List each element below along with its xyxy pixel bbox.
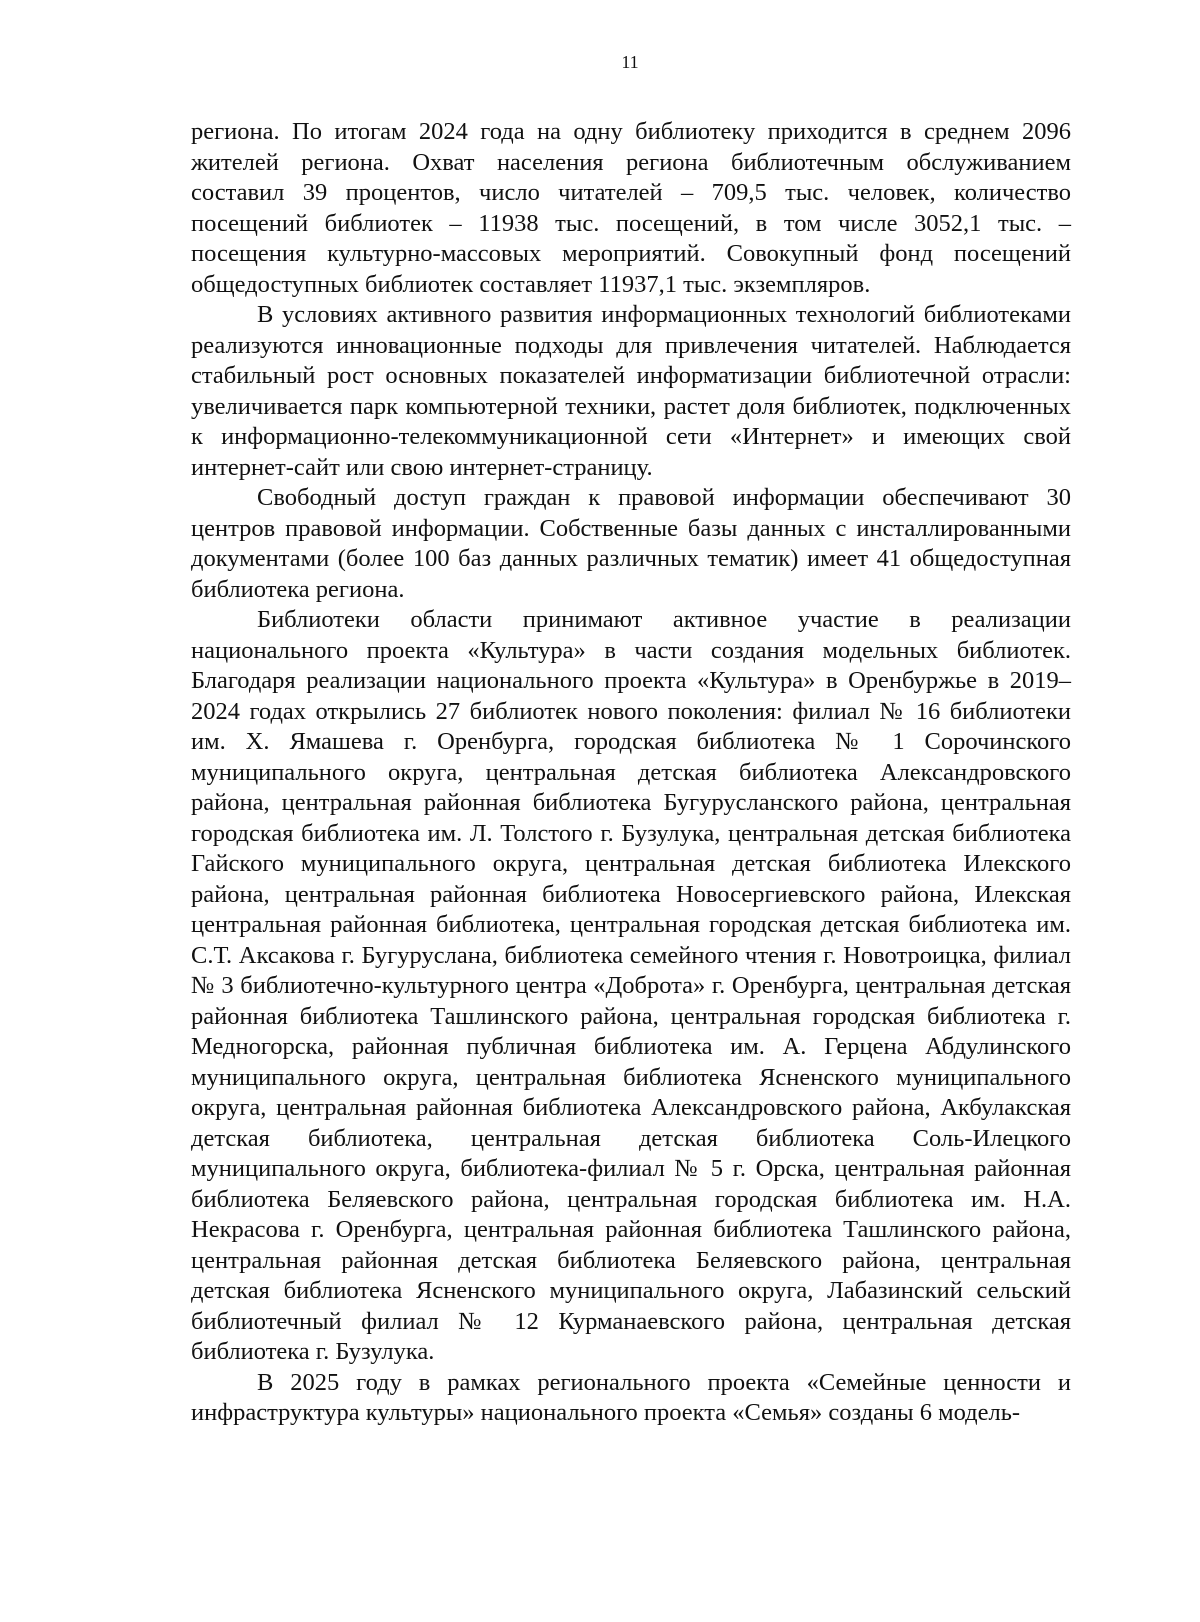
- paragraph-family-project-2025: В 2025 году в рамках регионального проекта «Семейные ценности и инфраструктура культуры» национального проекта «Семья» созданы 6 модель-: [191, 1368, 1071, 1426]
- paragraph-model-libraries: Библиотеки области принимают активное участие в реализации национального проекта «Культура» в части создания модельных библиотек. Благодаря реализации национального проекта «Культура» в Оренбуржье в 2019–2024 годах открылись 27 библиотек нового поколения: филиал № 16 библиотеки им. Х. Ямашева г. Оренбурга, городская библиотека № 1 Сорочинского муниципального округа, центральная детская библиотека Александровского района, центральная районная библиотека Бугурусланского района, центральная городская библиотека им. Л. Толстого г. Бузулука, центральная детская библиотека Гайского муниципального округа, центральная детская библиотека Илекского района, центральная районная библиотека Новосергиевского района, Илекская центральная районная библиотека, центральная городская детская библиотека им. С.Т. Аксакова г. Бугуруслана, библиотека семейного чтения г. Новотроицка, филиал № 3 библиотечно-культурного центра «Доброта» г. Оренбурга, центральная детская районная библиотека Ташлинского района, центральная городская библиотека г. Медногорска, районная публичная библиотека им. А. Герцена Абдулинского муниципального округа, центральная библиотека Ясненского муниципального округа, центральная районная библиотека Александровского района, Акбулакская детская библиотека, центральная детская библиотека Соль-Илецкого муниципального округа, библиотека-филиал № 5 г. Орска, центральная районная библиотека Беляевского района, центральная городская библиотека им. Н.А. Некрасова г. Оренбурга, центральная районная библиотека Ташлинского района, центральная районная детская библиотека Беляевского района, центральная детская библиотека Ясненского муниципального округа, Лабазинский сельский библиотечный филиал № 12 Курманаевского района, центральная детская библиотека г. Бузулука.: [191, 606, 1071, 1365]
- paragraph-information-technologies: В условиях активного развития информационных технологий библиотеками реализуются инновационные подходы для привлечения читателей. Наблюдается стабильный рост основных показателей информатизации библиотечной отрасли: увеличивается парк компьютерной техники, растет доля библиотек, подключенных к информационно-телекоммуникационной сети «Интернет» и имеющих свой интернет-сайт или свою интернет-страницу.: [191, 301, 1071, 481]
- page-number: 11: [621, 52, 639, 72]
- paragraph-legal-information-centers: Свободный доступ граждан к правовой информации обеспечивают 30 центров правовой информации. Собственные базы данных с инсталлированными документами (более 100 баз данных различных тематик) имеет 41 общедоступная библиотека региона.: [191, 484, 1071, 603]
- document-body: [191, 117, 1071, 1429]
- paragraph-library-statistics: региона. По итогам 2024 года на одну библиотеку приходится в среднем 2096 жителей региона. Охват населения региона библиотечным обслуживанием составил 39 процентов, число читателей – 709,5 тыс. человек, количество посещений библиотек – 11938 тыс. посещений, в том числе 3052,1 тыс. – посещения культурно-массовых мероприятий. Совокупный фонд посещений общедоступных библиотек составляет 11937,1 тыс. экземпляров.: [191, 118, 1071, 298]
